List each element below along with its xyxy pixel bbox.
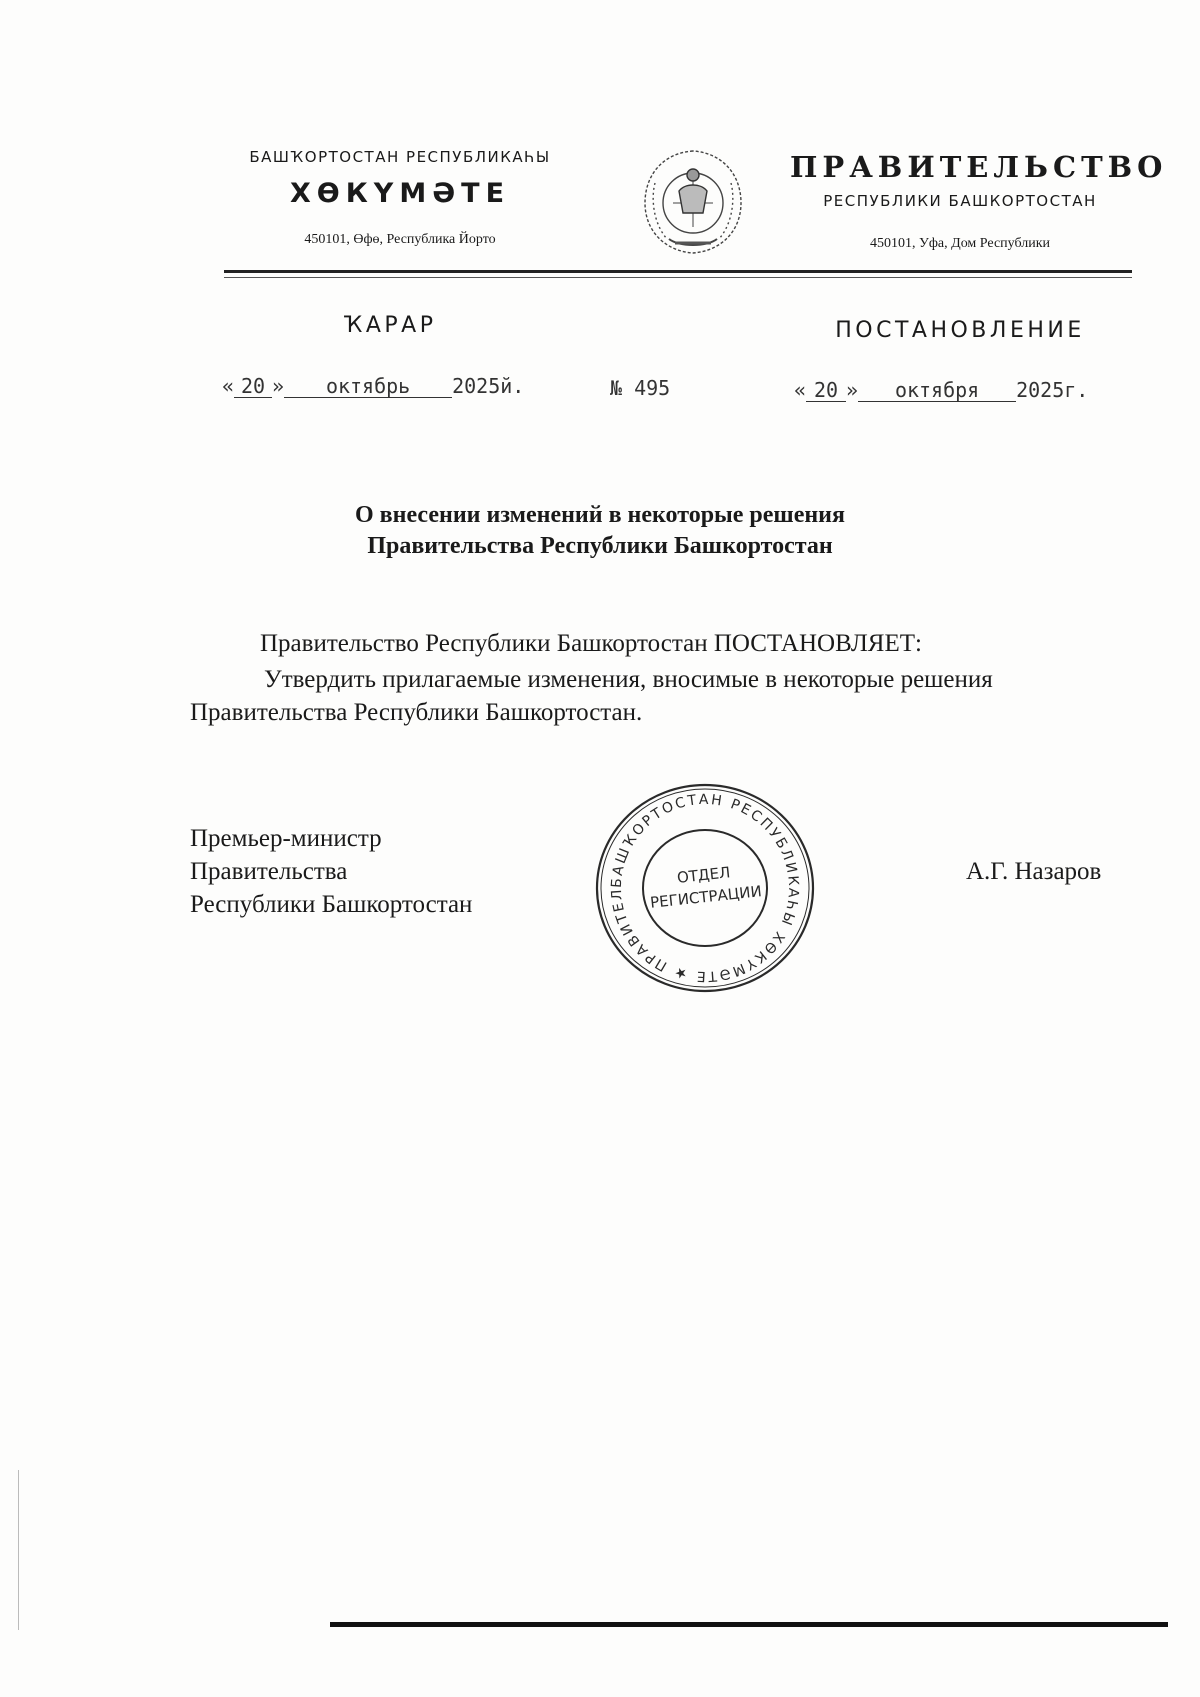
header-left-republic: БАШҠОРТОСТАН РЕСПУБЛИКАҺЫ [249,148,551,166]
header-right-republic: РЕСПУБЛИКИ БАШКОРТОСТАН [823,192,1097,210]
doc-type-karar: ҠАРАР [343,313,437,338]
doc-type-postanovlenie: ПОСТАНОВЛЕНИЕ [835,318,1085,343]
document-title-line1: О внесении изменений в некоторые решения [355,502,845,528]
header-rule-thick [224,270,1132,273]
header-right-government: ПРАВИТЕЛЬСТВО [790,150,1168,184]
stamp-center-line1: ОТДЕЛ [676,863,732,887]
body-paragraph-2-line1: Утвердить прилагаемые изменения, вносимые в некоторые решения [264,666,993,693]
signature-name: А.Г. Назаров [966,858,1102,885]
bottom-rule [330,1622,1168,1627]
date-left: « 20 » октябрь 2025й. [222,374,525,398]
date-right-day: 20 [806,379,846,402]
stamp-center-line2: РЕГИСТРАЦИИ [649,882,763,912]
registration-stamp [590,778,820,998]
signature-position-line3: Республики Башкортостан [190,891,473,918]
header-left-address: 450101, Өфө, Республика Йорто [304,232,496,247]
document-title [0,500,1200,562]
signature-position-line1: Премьер-министр [190,825,382,852]
scan-edge-line [18,1470,19,1630]
signature-position-line2: Правительства [190,858,348,885]
document-number: № 495 [610,376,671,400]
date-right-month: октября [858,379,1016,402]
date-right-year: 2025г. [1016,378,1089,402]
header-right-address: 450101, Уфа, Дом Республики [869,236,1051,251]
coat-of-arms-icon [633,143,753,261]
header-rule-thin [224,277,1132,278]
header-left-government: ХӨКҮМӘТЕ [289,178,511,209]
date-left-month: октябрь [284,375,452,398]
stamp-outer-text: БАШҠОРТОСТАН РЕСПУБЛИКАҺЫ ХӨКҮМӘТЕ ★ ПРАВИТЕЛ [608,791,802,985]
document-title-line2: Правительства Республики Башкортостан [367,533,833,559]
body-paragraph-1: Правительство Республики Башкортостан ПОСТАНОВЛЯЕТ: [260,630,922,657]
date-right: « 20 » октября 2025г. [794,378,1089,402]
signature-position [190,822,472,921]
date-left-day: 20 [234,375,272,398]
body-paragraph-2-line2: Правительства Республики Башкортостан. [190,699,643,726]
date-left-year: 2025й. [452,374,525,398]
